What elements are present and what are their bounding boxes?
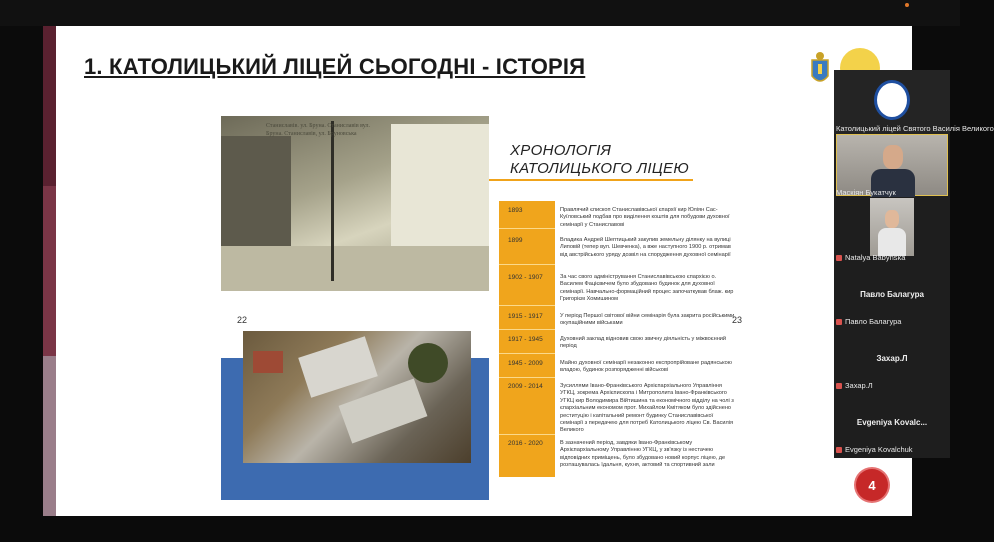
participant-name: Evgeniya Kovalchuk	[836, 445, 948, 454]
notification-dot	[905, 3, 909, 7]
page-number-right: 23	[732, 315, 743, 325]
lyceum-avatar	[874, 80, 910, 120]
participant-display-name[interactable]: Захар.Л	[876, 354, 908, 363]
slide-action-button[interactable]	[856, 469, 888, 501]
participants-panel	[834, 70, 994, 458]
participant-name: Natalya Babynska	[836, 253, 948, 262]
timeline-year: 1902 - 1907	[508, 274, 543, 281]
participant-name: Павло Балагура	[836, 317, 948, 326]
timeline-year: 1899	[508, 237, 523, 244]
timeline-year: 1917 - 1945	[508, 336, 543, 343]
coat-of-arms-icon	[806, 50, 834, 90]
page-number-left: 22	[237, 315, 248, 325]
muted-mic-icon	[836, 447, 842, 453]
slide-action-label: 4	[868, 477, 876, 493]
timeline-year: 2016 - 2020	[508, 440, 543, 447]
timeline-text: У період Першої світової війни семінарія була закрита російськими окупаційними військами	[560, 313, 735, 327]
muted-mic-icon	[836, 319, 842, 325]
muted-mic-icon	[836, 255, 842, 261]
timeline-text: Майно духовної семінарії незаконно експропрійоване радянською владою, будинок розпорядженні військові	[560, 360, 732, 374]
timeline-text: Зусиллями Івано-Франківського Архієпархіального Управління УГКЦ, зокрема Архієпископа і Митрополита Івано-Франківського УГКЦ кир Володимира Війтишина та економічного відділу на чолі з єпархіальним економом прот. Михайлом Кмітяком було здійснено реституцію і капітальний ремонт будинку Станиславівської семінарії з передачею для потреб Католицького ліцею Св. Василія Великого	[560, 383, 734, 434]
timeline-text: Правлячий єпископ Станиславівської єпархії кир Юліян Сас-Куїловський подбав про виділення коштів для побудови духовної семінарії у Станиславові	[560, 207, 730, 228]
historic-street-photo	[221, 116, 489, 291]
participant-display-name[interactable]: Павло Балагура	[860, 290, 924, 299]
timeline-text: Владика Андрей Шептицький закупив земельну ділянку на вулиці Липовій (тепер вул. Шевченка), а вже наступного 1900 р. отримав від австрійського уряду дозвіл на спорудження духовної семінарії	[560, 237, 731, 258]
timeline-text: В зазначений період, завдяки Івано-Франківському Архієпархіальному Управлінню УГКЦ, у зв'язку із нестачею відповідних приміщень, було збудовано новий корпус ліцею, де розташувалась їдальня, кухня, актовий та спортивний зали	[560, 440, 726, 469]
participant-name: Католицький ліцей Святого Василія Великого	[836, 124, 994, 133]
timeline-year: 1893	[508, 207, 523, 214]
top-bar	[0, 0, 960, 26]
participant-video[interactable]	[836, 134, 948, 196]
timeline-year: 1915 - 1917	[508, 313, 543, 320]
shared-slide	[56, 26, 912, 516]
participant-tile[interactable]	[834, 70, 994, 134]
participant-video[interactable]	[870, 198, 914, 256]
slide-title: 1. КАТОЛИЦЬКИЙ ЛІЦЕЙ СЬОГОДНІ - ІСТОРІЯ	[84, 54, 586, 79]
aerial-photo	[243, 331, 471, 463]
participant-display-name[interactable]: Evgeniya Kovalc...	[856, 418, 928, 427]
photo-caption: Станиславів. ул. Бруна. Станиславів вул. Бруна. Станиславів, ул. Бруновська	[266, 123, 371, 137]
muted-mic-icon	[836, 383, 842, 389]
participant-name: Захар.Л	[836, 381, 948, 390]
timeline-year: 2009 - 2014	[508, 383, 543, 390]
timeline-text: Духовний заклад відновив свою звичну діяльність у міжвоєнний період	[560, 336, 727, 350]
timeline-year: 1945 - 2009	[508, 360, 543, 367]
participant-name: Маскіян Букатчук	[836, 188, 896, 197]
left-strip	[43, 26, 56, 516]
chronology-title: ХРОНОЛОГІЯ КАТОЛИЦЬКОГО ЛІЦЕЮ	[510, 142, 689, 177]
title-underline	[489, 179, 693, 181]
timeline-text: За час свого адміністрування Станиславівською єпархією о. Василем Фацієвичем було збудовано будинок для духовної семінарії. Навчально-формаційний процес започаткував блаж. кир Григорієм Хомишином	[560, 274, 734, 303]
